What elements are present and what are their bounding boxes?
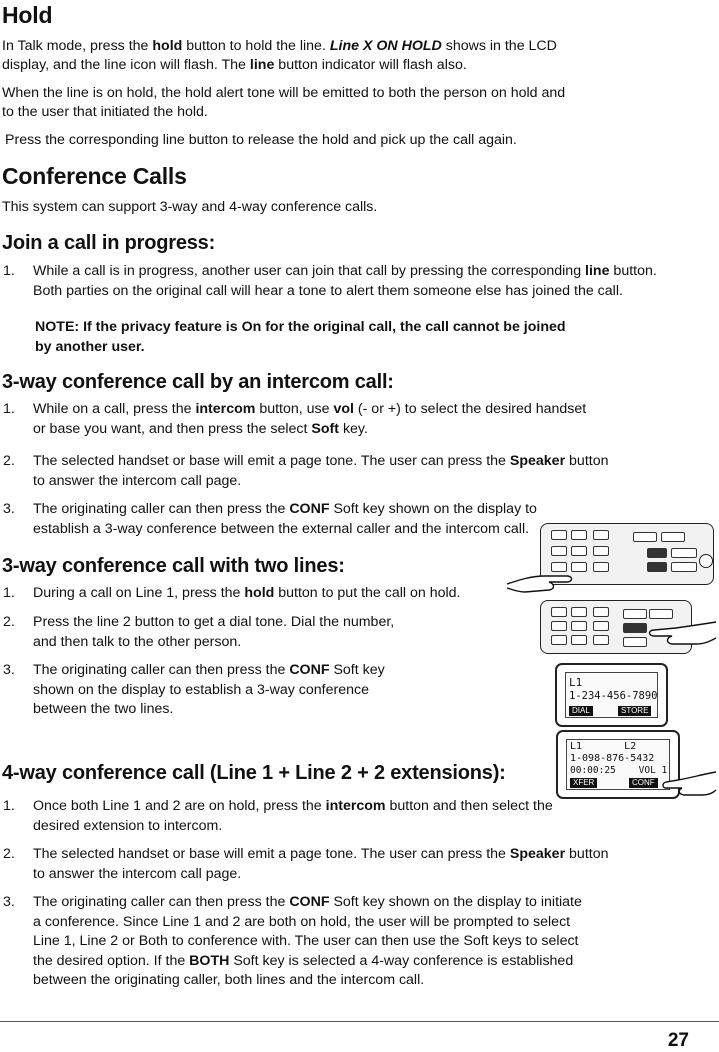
item-number: 2.: [3, 846, 15, 862]
lcd-status-text: Line X ON HOLD: [329, 38, 442, 54]
text: (- or +) to select the desired handset: [353, 401, 587, 417]
soft-key-xfer: XFER: [570, 778, 597, 788]
text: button, use: [255, 401, 334, 417]
text: and then talk to the other person.: [33, 633, 242, 650]
note-line: by another user.: [35, 338, 145, 355]
privacy-note: [35, 318, 566, 357]
item-text: [33, 613, 394, 652]
item-text: [33, 500, 537, 539]
function-key: [661, 532, 685, 542]
keypad-key: [551, 635, 567, 645]
text: shows in the LCD: [441, 38, 557, 54]
text: Soft key shown on the display to: [329, 501, 537, 517]
text: to answer the intercom call page.: [33, 472, 242, 489]
item-text: [33, 452, 608, 491]
item-number: 1.: [3, 263, 15, 279]
section-title-two-lines: 3-way conference call with two lines:: [2, 555, 345, 577]
line-keyword: line: [585, 263, 610, 279]
keypad-key: [571, 635, 587, 645]
soft-key-conf: CONF: [629, 778, 658, 788]
item-number: 1.: [3, 585, 15, 601]
text: Soft key: [329, 662, 385, 678]
keypad-key: [593, 635, 609, 645]
text: The selected handset or base will emit a page tone. The user can press the: [33, 453, 510, 469]
page-number: 27: [667, 1030, 689, 1051]
keypad-key: [571, 530, 587, 540]
list-item: [3, 584, 503, 604]
text: Line 1, Line 2 or Both to conference with. The user can then use the Soft keys to select: [33, 933, 579, 949]
section-title-four-way: 4-way conference call (Line 1 + Line 2 + 2 extensions):: [2, 762, 506, 784]
keypad-key: [551, 621, 567, 631]
text: The selected handset or base will emit a page tone. The user can press the: [33, 846, 510, 862]
text: The originating caller can then press the: [33, 662, 290, 678]
text: In Talk mode, press the: [2, 38, 153, 54]
lcd-screen: [565, 672, 658, 718]
hold-paragraph-1: [2, 37, 642, 75]
text: shown on the display to establish a 3-way conference: [33, 681, 369, 698]
text: button: [565, 846, 609, 862]
item-text: [33, 845, 608, 884]
hold-paragraph-2: [2, 84, 662, 122]
text: or base you want, and then press the select: [33, 420, 312, 437]
soft-key-store: STORE: [618, 706, 651, 716]
function-key: [633, 532, 657, 542]
item-text: [33, 400, 586, 439]
keypad-key: [551, 530, 567, 540]
text: button and then select the: [385, 798, 553, 814]
text: When the line is on hold, the hold alert tone will be emitted to both the person on hold and: [2, 85, 566, 101]
line-key: [671, 548, 697, 558]
text: The originating caller can then press the: [33, 501, 290, 517]
lcd-number: 1-098-876-5432: [570, 753, 655, 764]
line-keyword: line: [249, 57, 275, 73]
keypad-key: [593, 621, 609, 631]
item-text: [33, 893, 582, 991]
item-number: 2.: [3, 614, 15, 630]
keypad-key: [593, 607, 609, 617]
text: button: [565, 453, 609, 469]
item-text: [33, 797, 553, 836]
hold-keyword: hold: [244, 585, 275, 601]
text: Soft key is selected a 4-way conference is established: [229, 952, 574, 969]
section-title-join: Join a call in progress:: [2, 232, 216, 254]
vol-keyword: vol: [333, 401, 354, 417]
line-key: [647, 562, 667, 572]
intercom-keyword: intercom: [195, 401, 256, 417]
text: display, and the line icon will flash. The: [2, 57, 250, 73]
text: to answer the intercom call page.: [33, 865, 242, 882]
item-number: 3.: [3, 501, 15, 517]
keypad-key: [571, 621, 587, 631]
both-keyword: BOTH: [189, 952, 230, 969]
list-item: [3, 797, 603, 837]
note-line: NOTE: If the privacy feature is On for the original call, the call cannot be joined: [35, 319, 566, 335]
section-title-hold: Hold: [2, 2, 53, 28]
text: Press the line 2 button to get a dial tone. Dial the number,: [33, 614, 395, 630]
text: key.: [339, 420, 368, 437]
text: Soft key shown on the display to initiate: [329, 894, 582, 910]
hold-paragraph-3: Press the corresponding line button to release the hold and pick up the call again.: [5, 132, 517, 148]
conf-keyword: CONF: [289, 662, 330, 678]
list-item: [3, 262, 703, 302]
text: between the two lines.: [33, 701, 174, 717]
lcd-screen: [566, 739, 670, 790]
item-number: 3.: [3, 894, 15, 910]
text: button indicator will flash also.: [274, 57, 467, 73]
intercom-keyword: intercom: [325, 798, 386, 814]
item-number: 1.: [3, 798, 15, 814]
text: button to hold the line.: [182, 38, 330, 54]
soft-key-dial: DIAL: [569, 706, 593, 716]
text: the desired option. If the: [33, 952, 190, 969]
keypad-key: [593, 562, 609, 572]
keypad-key: [551, 546, 567, 556]
lcd-display-illustration: [555, 663, 668, 727]
list-item: [3, 893, 643, 993]
hold-keyword: hold: [152, 38, 183, 54]
text: While on a call, press the: [33, 401, 196, 417]
pointing-hand-icon: [505, 556, 577, 596]
lcd-line: L1 L2: [570, 741, 637, 752]
item-text: [33, 661, 385, 720]
list-item: [3, 845, 643, 885]
lcd-line: L1: [569, 676, 583, 689]
item-number: 1.: [3, 401, 15, 417]
section-title-conference: Conference Calls: [2, 163, 187, 189]
text: Both parties on the original call will hear a tone to alert them someone else has joined the call.: [33, 282, 623, 299]
conf-keyword: CONF: [289, 894, 330, 910]
item-number: 3.: [3, 662, 15, 678]
text: desired extension to intercom.: [33, 817, 223, 834]
text: button.: [609, 263, 657, 279]
keypad-key: [551, 607, 567, 617]
item-text: [33, 584, 460, 604]
list-item: [3, 452, 643, 492]
conf-keyword: CONF: [289, 501, 330, 517]
section-title-intercom-conference: 3-way conference call by an intercom call:: [2, 371, 394, 393]
text: establish a 3-way conference between the external caller and the intercom call.: [33, 520, 530, 537]
keypad-key: [593, 546, 609, 556]
text: button to put the call on hold.: [274, 585, 461, 601]
soft-keyword: Soft: [311, 420, 339, 437]
lcd-number: 1-234-456-7890: [569, 690, 658, 702]
keypad-key: [593, 530, 609, 540]
item-text: [33, 262, 657, 301]
text: a conference. Since Line 1 and 2 are both on hold, the user will be prompted to select: [33, 913, 571, 930]
text: While a call is in progress, another user can join that call by pressing the corresponding: [33, 263, 586, 279]
text: to the user that initiated the hold.: [2, 104, 208, 120]
text: between the originating caller, both lines and the intercom call.: [33, 972, 425, 988]
speaker-button-icon: [699, 554, 713, 568]
speaker-keyword: Speaker: [509, 453, 566, 469]
text: Once both Line 1 and 2 are on hold, press the: [33, 798, 326, 814]
lcd-timer: 00:00:25 VOL 1: [570, 765, 668, 776]
line-key: [671, 562, 697, 572]
list-item: [3, 400, 643, 440]
list-item: [3, 661, 503, 721]
speaker-keyword: Speaker: [509, 846, 566, 862]
keypad-key: [571, 607, 587, 617]
pointing-hand-icon: [630, 610, 718, 652]
text: The originating caller can then press the: [33, 894, 290, 910]
list-item: [3, 613, 503, 653]
conference-intro: This system can support 3-way and 4-way conference calls.: [2, 199, 378, 215]
text: During a call on Line 1, press the: [33, 585, 245, 601]
pointing-hand-icon: [660, 766, 718, 800]
footer-divider: [0, 1021, 719, 1022]
item-number: 2.: [3, 453, 15, 469]
hold-key: [647, 548, 667, 558]
keypad-key: [571, 546, 587, 556]
